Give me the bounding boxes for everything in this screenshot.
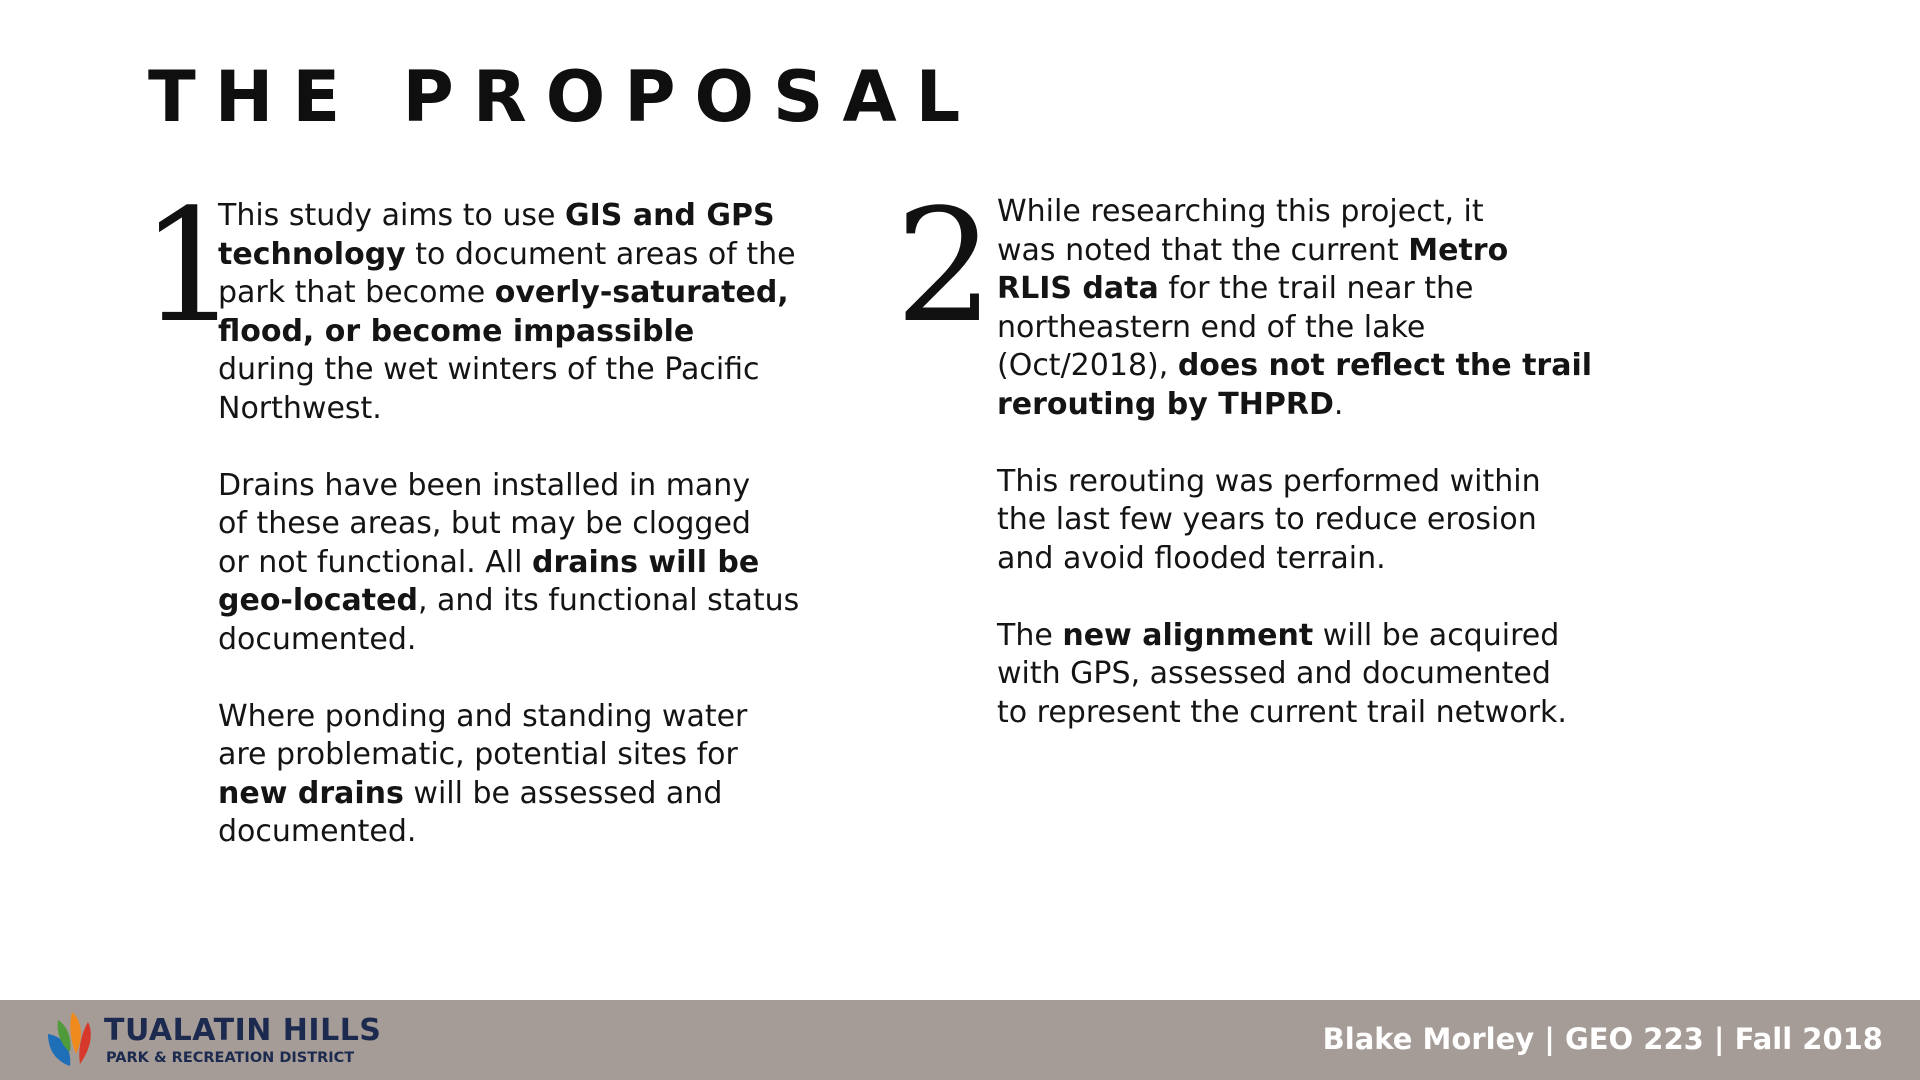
section-1-paragraph-2 <box>218 467 799 660</box>
text-run: Northwest. <box>218 390 382 426</box>
text-run: park that become <box>218 275 495 310</box>
section-1-number: 1 <box>140 175 240 357</box>
text-run: (Oct/2018), <box>997 348 1178 383</box>
text-run: with GPS, assessed and documented <box>997 656 1551 691</box>
emphasized-text: flood, or become impassible <box>218 313 695 349</box>
logo-name: TUALATIN HILLS <box>104 1013 382 1048</box>
slide-title: THE PROPOSAL <box>148 56 980 138</box>
organization-logo <box>42 1008 402 1072</box>
tualatin-hills-leaf-logo-icon <box>42 1008 102 1072</box>
footer-credit: Blake Morley | GEO 223 | Fall 2018 <box>1322 1022 1883 1056</box>
emphasized-text: overly-saturated, <box>494 275 789 310</box>
emphasized-text: drains will be <box>531 544 760 580</box>
text-run: was noted that the current <box>997 232 1409 268</box>
text-run: This study aims to use <box>218 198 565 233</box>
section-2-paragraph-1 <box>997 193 1592 424</box>
text-run: northeastern end of the lake <box>997 309 1426 345</box>
text-run: documented. <box>218 621 417 657</box>
text-run: for the trail near the <box>1158 271 1474 306</box>
section-2-paragraph-2 <box>997 463 1592 579</box>
emphasized-text: geo-located <box>218 583 418 618</box>
text-run: . <box>1333 386 1344 422</box>
text-run: are problematic, potential sites for <box>218 737 738 772</box>
emphasized-text: rerouting by THPRD <box>997 386 1334 422</box>
text-run: will be assessed and <box>403 775 723 811</box>
emphasized-text: does not reflect the trail <box>1177 348 1593 383</box>
text-run: While researching this project, it <box>997 194 1484 229</box>
emphasized-text: new alignment <box>1062 617 1314 653</box>
text-run: Where ponding and standing water <box>218 698 748 734</box>
section-2-number: 2 <box>895 175 995 357</box>
emphasized-text: Metro <box>1408 232 1509 268</box>
emphasized-text: technology <box>218 236 406 272</box>
logo-subtitle: PARK & RECREATION DISTRICT <box>106 1050 355 1066</box>
section-1-paragraph-1 <box>218 197 799 428</box>
footer-bar <box>0 1000 1920 1080</box>
text-run: , and its functional status <box>417 583 800 618</box>
text-run: to document areas of the <box>405 236 796 272</box>
emphasized-text: new drains <box>218 775 404 811</box>
text-run: during the wet winters of the Pacific <box>218 352 760 387</box>
text-run: or not functional. All <box>218 544 532 580</box>
section-2-text <box>997 193 1592 732</box>
text-run: The <box>997 617 1063 653</box>
text-run: Drains have been installed in many <box>218 467 751 503</box>
text-run: and avoid flooded terrain. <box>997 540 1386 576</box>
text-run: the last few years to reduce erosion <box>997 502 1537 537</box>
text-run: will be acquired <box>1313 617 1560 653</box>
section-1-text <box>218 197 799 852</box>
section-2-paragraph-3 <box>997 617 1592 733</box>
text-run: of these areas, but may be clogged <box>218 506 751 541</box>
text-run: to represent the current trail network. <box>997 694 1567 730</box>
text-run: This rerouting was performed within <box>997 463 1541 499</box>
emphasized-text: GIS and GPS <box>564 198 775 233</box>
text-run: documented. <box>218 814 417 849</box>
section-1-paragraph-3 <box>218 698 799 852</box>
emphasized-text: RLIS data <box>997 271 1159 306</box>
